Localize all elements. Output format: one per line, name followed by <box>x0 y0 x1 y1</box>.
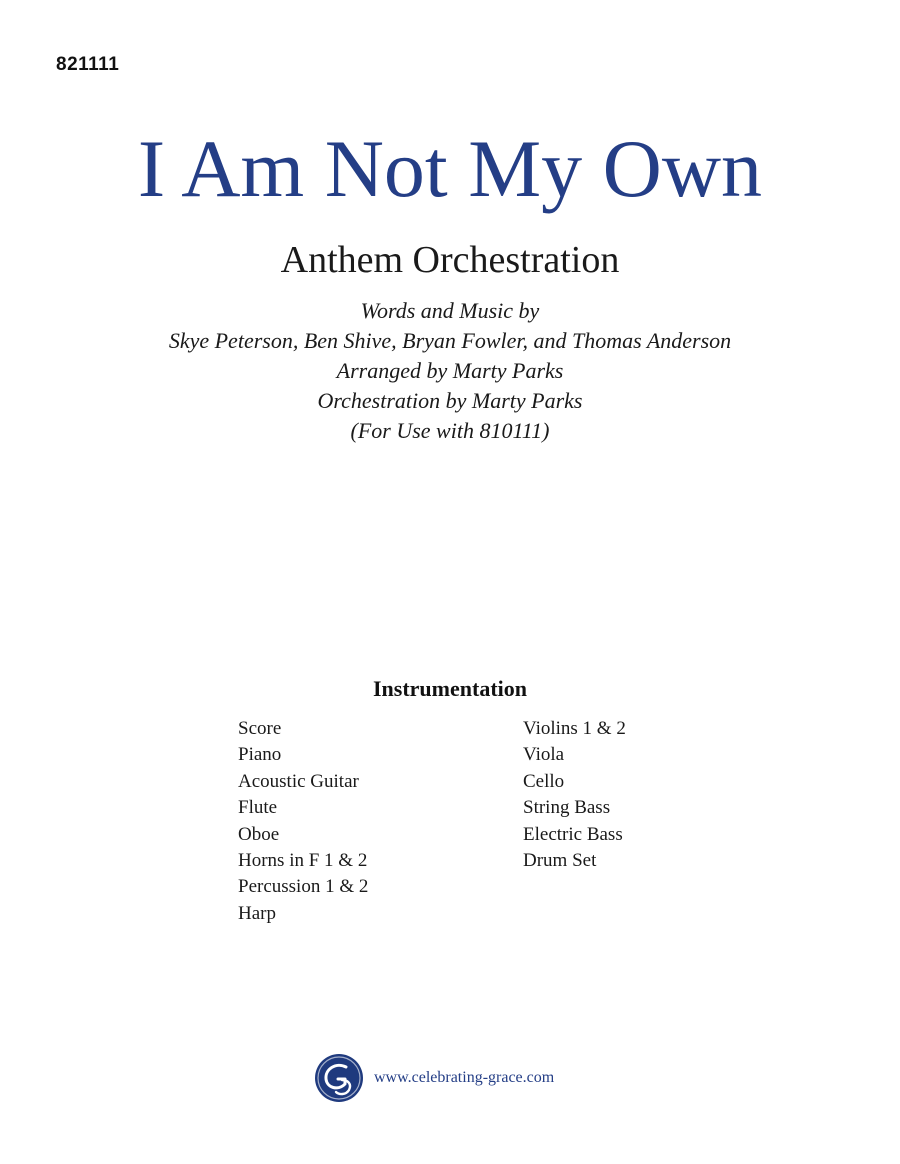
instrument-item: Percussion 1 & 2 <box>238 876 369 898</box>
page-title: I Am Not My Own <box>137 123 763 214</box>
instrument-item: Cello <box>523 770 565 792</box>
credit-line-orchestrator: Orchestration by Marty Parks <box>317 388 583 413</box>
credit-line-use-with: (For Use with 810111) <box>350 418 550 443</box>
instrumentation-list-left <box>238 716 368 927</box>
credit-line-words-music: Words and Music by <box>360 298 540 323</box>
instrumentation-heading: Instrumentation <box>372 676 527 701</box>
instrumentation-list-right <box>523 716 626 874</box>
credit-line-writers: Skye Peterson, Ben Shive, Bryan Fowler, and Thomas Anderson <box>168 328 732 353</box>
footer <box>314 1052 554 1104</box>
celebrating-grace-logo-icon <box>314 1053 364 1103</box>
instrument-item: Violins 1 & 2 <box>523 718 626 739</box>
instrument-item: Harp <box>238 902 276 924</box>
website-link[interactable]: www.celebrating-grace.com <box>374 1069 555 1086</box>
instrument-item: Horns in F 1 & 2 <box>238 850 368 872</box>
instrument-item: Flute <box>238 797 278 819</box>
instrument-item: Oboe <box>238 823 280 845</box>
subtitle: Anthem Orchestration <box>280 239 620 281</box>
instrument-item: Drum Set <box>523 850 597 872</box>
instrument-item: Acoustic Guitar <box>238 770 359 792</box>
instrument-item: Electric Bass <box>523 823 623 845</box>
catalog-number: 821111 <box>56 54 120 75</box>
instrument-item: Piano <box>238 744 282 766</box>
credit-line-arranger: Arranged by Marty Parks <box>336 358 564 383</box>
credits-block <box>0 296 900 446</box>
instrument-item: String Bass <box>523 797 611 819</box>
instrument-item: Viola <box>523 744 565 766</box>
instrument-item: Score <box>238 718 282 739</box>
